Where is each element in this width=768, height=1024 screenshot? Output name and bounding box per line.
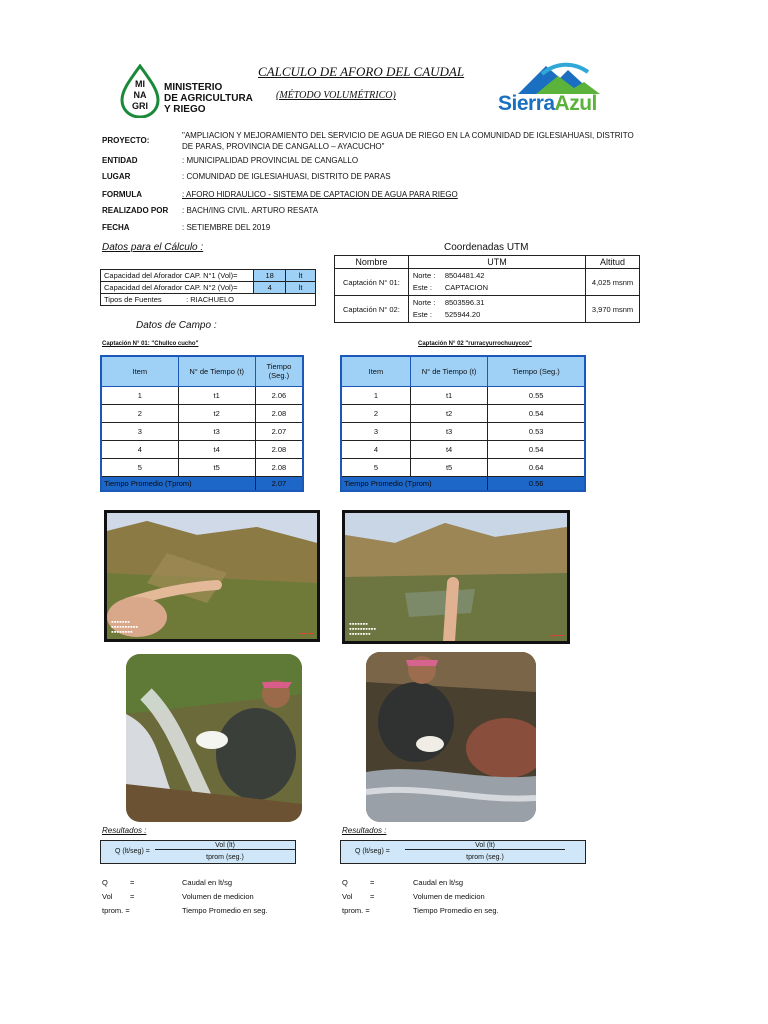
table-header-time-number: N° de Tiempo (t) [178,356,255,386]
brand-name-azul: Azul [554,92,597,115]
utm-row-name: Captación N° 01: [335,269,409,296]
legend-eq: = [130,878,135,887]
legend-desc: Tiempo Promedio en seg. [182,906,268,915]
calc-row-unit: lt [286,270,316,282]
utm-row-name: Captación N° 02: [335,296,409,323]
person-measuring-photo-icon [366,652,536,822]
cell: 2.08 [255,404,303,422]
table-header-time-seconds: Tiempo (Seg.) [255,356,303,386]
table-row [101,440,303,458]
average-label: Tiempo Promedio (Tprom) [101,476,255,491]
photo-capture2-landscape: ▪▪▪▪▪▪▪ ▪▪▪▪▪▪▪▪▪▪ ▪▪▪▪▪▪▪▪ ▪▪▪▪▪▪▪▪▪ [342,510,570,644]
ministry-name-line1: MINISTERIO [164,82,223,93]
calc-row-label: Capacidad del Aforador CAP. N°2 (Vol)= [101,282,254,294]
entity-label: ENTIDAD [102,156,138,165]
results-formula-1 [100,840,296,864]
field-table-2 [340,355,586,492]
utm-row [335,269,640,296]
utm-east-value: CAPTACION [444,283,489,292]
average-row [101,476,303,491]
cell: 2 [341,404,410,422]
capture2-caption: Captación N° 02 "rurracyurrochuuycco" [418,341,532,347]
legend-desc: Volumen de medicion [413,892,485,901]
cell: 0.54 [488,404,585,422]
calc-row-unit: lt [286,282,316,294]
ministry-name-line3: Y RIEGO [164,104,206,115]
cell: 4 [101,440,178,458]
table-header-item: Item [341,356,410,386]
source-type-value: : RIACHUELO [186,295,235,304]
table-row [341,440,585,458]
date-value: : SETIEMBRE DEL 2019 [182,223,271,232]
results-formula-2 [340,840,586,864]
utm-north-label: Norte : [412,298,436,307]
photo-capture2-measurement [366,652,536,822]
table-row [101,404,303,422]
cell: 2.06 [255,386,303,404]
svg-text:NA: NA [133,90,147,100]
cell: t2 [410,404,487,422]
date-label: FECHA [102,223,130,232]
utm-north-value: 8503596.31 [444,298,485,307]
legend-symbol: tprom. = [102,906,130,915]
results-legend-2 [342,878,582,920]
legend-eq: = [370,878,375,887]
utm-east-value: 525944.20 [444,310,481,319]
formula-label: FORMULA [102,190,142,199]
sierra-azul-logo [496,58,616,118]
legend-symbol: tprom. = [342,906,370,915]
capture1-caption: Captación N° 01: "Chullco cucho" [102,341,199,347]
table-row [341,422,585,440]
table-row [101,422,303,440]
cell: 2.08 [255,458,303,476]
cell: 5 [101,458,178,476]
results-legend-1 [102,878,332,920]
cell: t4 [410,440,487,458]
field-table-1 [100,355,304,492]
table-header-time-number: N° de Tiempo (t) [410,356,487,386]
landscape-photo-icon [345,513,567,641]
average-label: Tiempo Promedio (Tprom) [341,476,488,491]
legend-desc: Volumen de medicion [182,892,254,901]
results-heading-2: Resultados : [342,826,387,835]
place-value: : COMUNIDAD DE IGLESIAHUASI, DISTRITO DE PARAS [182,172,391,181]
cell: 1 [341,386,410,404]
calc-heading: Datos para el Cálculo : [102,242,204,253]
cell: 2.07 [255,422,303,440]
photo-capture1-landscape: ▪▪▪▪▪▪▪ ▪▪▪▪▪▪▪▪▪▪ ▪▪▪▪▪▪▪▪ ▪▪▪▪▪▪▪▪▪ [104,510,320,642]
utm-heading: Coordenadas UTM [444,242,529,253]
photo-capture1-measurement [126,654,302,822]
flow-rate-label: Q (lt/seg) = [355,848,390,855]
table-row [341,386,585,404]
utm-east-label: Este : [412,283,432,292]
author-label: REALIZADO POR [102,206,169,215]
brand-name [498,92,597,116]
average-row [341,476,585,491]
cell: t5 [410,458,487,476]
legend-symbol: Vol [342,892,353,901]
table-header-time-seconds: Tiempo (Seg.) [488,356,585,386]
cell: 2 [101,404,178,422]
utm-table [334,255,640,323]
cell: 3 [101,422,178,440]
utm-col-altitude: Altitud [586,256,640,269]
utm-col-name: Nombre [335,256,409,269]
ministry-name-line2: DE AGRICULTURA [164,93,253,104]
calc-row [101,270,316,282]
project-label: PROYECTO: [102,136,150,145]
legend-symbol: Q [342,878,348,887]
formula-denominator: tprom (seg.) [466,854,504,861]
legend-symbol: Q [102,878,108,887]
legend-desc: Caudal en lt/sg [413,878,464,887]
calc-row-value: 18 [254,270,286,282]
document-subtitle: (MÉTODO VOLUMÉTRICO) [276,90,396,101]
cell: 1 [101,386,178,404]
cell: t3 [178,422,255,440]
table-row [341,458,585,476]
formula-numerator: Vol (lt) [155,842,295,850]
cell: 0.53 [488,422,585,440]
formula-numerator: Vol (lt) [405,842,565,850]
legend-eq: = [370,892,375,901]
place-label: LUGAR [102,172,131,181]
utm-east-label: Este : [412,310,432,319]
table-row [101,458,303,476]
cell: 0.54 [488,440,585,458]
calc-row-value: 4 [254,282,286,294]
utm-row [335,296,640,323]
entity-value: : MUNICIPALIDAD PROVINCIAL DE CANGALLO [182,156,359,165]
table-row [341,404,585,422]
table-header-item: Item [101,356,178,386]
person-measuring-photo-icon [126,654,302,822]
table-row [101,386,303,404]
document-title: CALCULO DE AFORO DEL CAUDAL [258,64,465,79]
utm-row-altitude: 3,970 msnm [586,296,640,323]
average-value: 2.07 [255,476,303,491]
field-heading: Datos de Campo : [136,320,217,331]
svg-text:MI: MI [135,79,145,89]
cell: 0.64 [488,458,585,476]
cell: t3 [410,422,487,440]
cell: t4 [178,440,255,458]
svg-text:GRI: GRI [131,101,149,111]
brand-name-sierra: Sierra [498,92,555,115]
author-value: : BACH/ING CIVIL. ARTURO RESATA [182,206,319,215]
utm-north-value: 8504481.42 [444,271,485,280]
cell: t1 [178,386,255,404]
landscape-photo-icon [107,513,317,639]
calc-row-label: Capacidad del Aforador CAP. N°1 (Vol)= [101,270,254,282]
calc-row [101,282,316,294]
calc-row-source [101,294,316,306]
cell: 2.08 [255,440,303,458]
legend-eq: = [130,892,135,901]
legend-desc: Caudal en lt/sg [182,878,233,887]
project-value: "AMPLIACION Y MEJORAMIENTO DEL SERVICIO DE AGUA DE RIEGO EN LA COMUNIDAD DE IGLESIAHUASI, DISTRITO DE PARAS, PROVINCIA DE CANGALLO – AYACUCHO" [182,131,634,151]
cell: 0.55 [488,386,585,404]
flow-rate-label: Q (lt/seg) = [115,848,150,855]
utm-north-label: Norte : [412,271,436,280]
formula-denominator: tprom (seg.) [206,854,244,861]
legend-desc: Tiempo Promedio en seg. [413,906,499,915]
legend-symbol: Vol [102,892,113,901]
utm-row-altitude: 4,025 msnm [586,269,640,296]
cell: 4 [341,440,410,458]
calc-table [100,269,316,306]
utm-col-utm: UTM [408,256,585,269]
cell: 3 [341,422,410,440]
cell: 5 [341,458,410,476]
mountain-logo-icon [496,58,616,96]
average-value: 0.56 [488,476,585,491]
formula-value: : AFORO HIDRAULICO - SISTEMA DE CAPTACION DE AGUA PARA RIEGO [182,190,458,199]
ministry-name [164,82,253,115]
cell: t2 [178,404,255,422]
cell: t1 [410,386,487,404]
results-heading-1: Resultados : [102,826,147,835]
cell: t5 [178,458,255,476]
source-type-label: Tipos de Fuentes [104,295,162,304]
